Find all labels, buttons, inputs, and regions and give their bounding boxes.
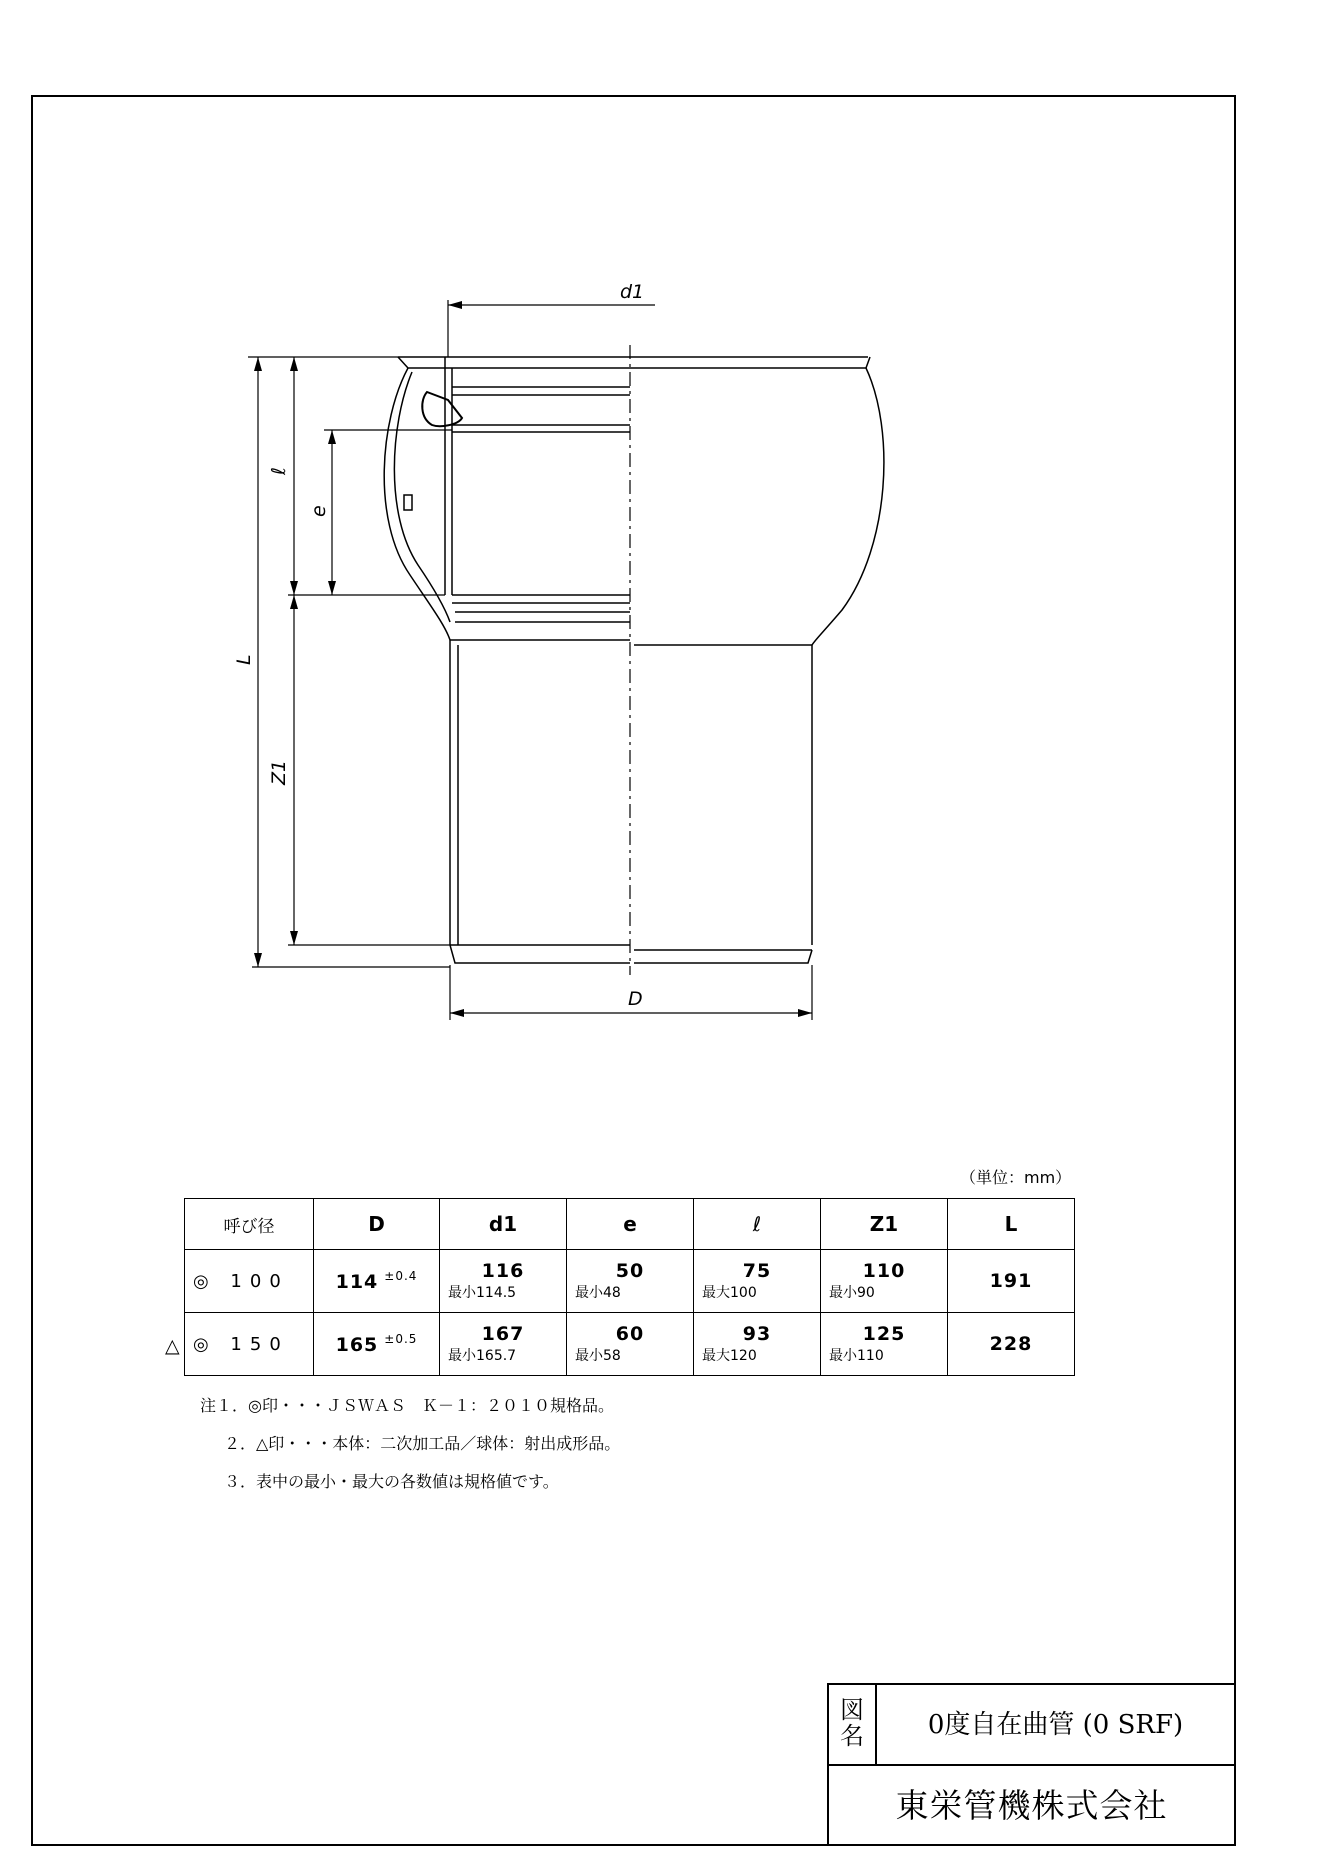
e-cell: 60 最小58	[567, 1313, 694, 1376]
header-l: ℓ	[694, 1199, 821, 1250]
L-cell: 191	[948, 1250, 1075, 1313]
title-heading: 図 名	[829, 1685, 877, 1766]
header-z1: Z1	[821, 1199, 948, 1250]
header-L: L	[948, 1199, 1075, 1250]
z1-cell: 110 最小90	[821, 1250, 948, 1313]
l-cell: 75 最大100	[694, 1250, 821, 1313]
D-cell: 114 $^{\pm 0.4}$	[314, 1250, 440, 1313]
drawing-name: 0度自在曲管 (0 SRF)	[877, 1685, 1234, 1766]
table-header-row	[185, 1199, 1075, 1250]
triangle-mark: △	[165, 1335, 180, 1357]
title-block	[827, 1683, 1236, 1846]
label-D: D	[628, 988, 643, 1010]
d1-cell: 167 最小165.7	[440, 1313, 567, 1376]
note-3: ３．表中の最小・最大の各数値は規格値です。	[224, 1472, 559, 1491]
label-e: e	[308, 505, 330, 517]
D-cell: 165 $^{\pm 0.5}$	[314, 1313, 440, 1376]
d1-cell: 116 最小114.5	[440, 1250, 567, 1313]
dimension-table	[184, 1198, 1075, 1376]
header-nominal: 呼び径	[185, 1199, 314, 1250]
L-cell: 228	[948, 1313, 1075, 1376]
company-name: 東栄管機株式会社	[895, 1786, 1168, 1825]
note-1: 注１．◎印・・・ＪＳＷＡＳ Ｋ－１：２０１０規格品。	[200, 1396, 614, 1415]
e-cell: 50 最小48	[567, 1250, 694, 1313]
label-L: L	[233, 654, 255, 665]
nominal-cell: ◎ 100	[185, 1250, 314, 1313]
header-d1: d1	[440, 1199, 567, 1250]
nominal-cell: ◎ 150	[185, 1313, 314, 1376]
label-l: ℓ	[268, 467, 290, 475]
table-row	[185, 1250, 1075, 1313]
l-cell: 93 最大120	[694, 1313, 821, 1376]
header-e: e	[567, 1199, 694, 1250]
label-d1: d1	[620, 281, 645, 303]
unit-note: （単位：mm）	[960, 1168, 1072, 1187]
label-z1: Z1	[268, 759, 290, 785]
notes	[200, 1387, 620, 1501]
table-row	[185, 1313, 1075, 1376]
note-2: ２．△印・・・本体：二次加工品／球体：射出成形品。	[224, 1434, 621, 1453]
z1-cell: 125 最小110	[821, 1313, 948, 1376]
header-D: D	[314, 1199, 440, 1250]
